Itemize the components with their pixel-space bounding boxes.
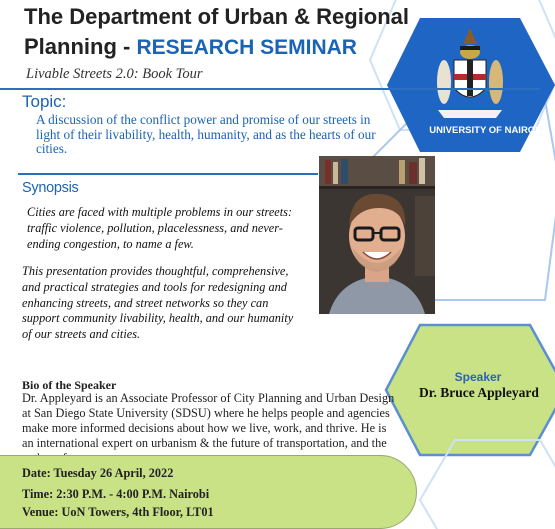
- seminar-label: RESEARCH SEMINAR: [136, 36, 357, 59]
- event-venue: Venue: UoN Towers, 4th Floor, LT01: [22, 505, 214, 519]
- university-crest-logo: [430, 22, 510, 122]
- speaker-name: Dr. Bruce Appleyard: [419, 385, 539, 400]
- university-name: UNIVERSITY OF NAIROBI: [429, 125, 545, 136]
- synopsis-paragraph-1: Cities are faced with multiple problems in our streets: traffic violence, pollution, placelessness, and never-ending congestion, to name a few.: [27, 205, 293, 251]
- event-time: Time: 2:30 P.M. - 4:00 P.M. Nairobi: [22, 487, 210, 501]
- bio-heading: Bio of the Speaker: [22, 378, 117, 392]
- event-date: Date: Tuesday 26 April, 2022: [22, 466, 174, 480]
- speaker-label: Speaker: [454, 370, 502, 384]
- synopsis-heading: Synopsis: [22, 180, 79, 196]
- page-title-line2: [24, 34, 357, 60]
- event-subtitle: Livable Streets 2.0: Book Tour: [26, 66, 203, 82]
- speaker-photo: [319, 156, 435, 314]
- topic-text: A discussion of the conflict power and promise of our streets in light of their livability, health, humanity, and as the hearts of our cities.: [36, 112, 376, 156]
- divider-top: [0, 88, 540, 90]
- title-separator: -: [116, 34, 137, 59]
- synopsis-paragraph-2: This presentation provides thoughtful, comprehensive, and practical strategies and tools for redesigning and enhancing streets, and street networks so they can support community livability, health, and our humanity of our streets and cities.: [22, 264, 294, 342]
- topic-heading: Topic:: [22, 92, 67, 111]
- page-title: The Department of Urban & Regional: [24, 4, 410, 29]
- bio-text: Dr. Appleyard is an Associate Professor of City Planning and Urban Design at San Diego State University (SDSU) where he helps people and agencies make more informed decisions about how we live, work, and thrive. He is an international expert on urbanism & the future of transportation, and the: [22, 391, 395, 450]
- title-prefix: Planning: [24, 34, 117, 59]
- divider-middle: [18, 173, 318, 175]
